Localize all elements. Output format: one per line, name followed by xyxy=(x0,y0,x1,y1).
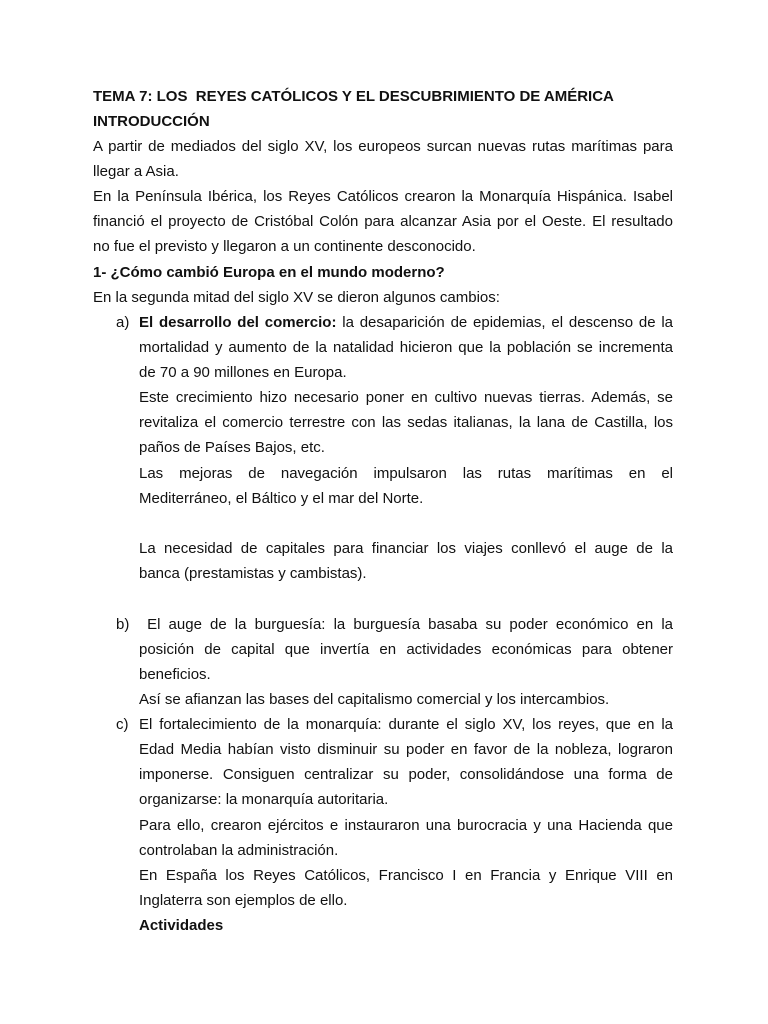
item-a-first-line-rest: la desaparición de epidemias, el descenso de la xyxy=(336,314,674,331)
item-b-line: beneficios. xyxy=(139,666,211,683)
intro-line: En la Península Ibérica, los Reyes Católicos crearon la Monarquía Hispánica. Isabel xyxy=(93,188,673,205)
item-b-line: posición de capital que invertía en actividades económicas para obtener xyxy=(139,641,673,658)
intro-line: A partir de mediados del siglo XV, los europeos surcan nuevas rutas marítimas para xyxy=(93,138,673,155)
document-title: TEMA 7: LOS REYES CATÓLICOS Y EL DESCUBRIMIENTO DE AMÉRICA xyxy=(93,88,614,105)
item-a-marker: a) xyxy=(116,314,130,331)
item-c-marker: c) xyxy=(116,716,129,733)
item-a-line: banca (prestamistas y cambistas). xyxy=(139,565,367,582)
item-b-line: Así se afianzan las bases del capitalismo comercial y los intercambios. xyxy=(139,691,610,708)
activities-heading: Actividades xyxy=(139,917,224,934)
item-c-line: En España los Reyes Católicos, Francisco I en Francia y Enrique VIII en xyxy=(139,867,673,884)
item-a-line: Las mejoras de navegación impulsaron las rutas marítimas en el xyxy=(139,465,673,482)
intro-line: no fue el previsto y llegaron a un continente desconocido. xyxy=(93,238,476,255)
item-a-line: paños de Países Bajos, etc. xyxy=(139,439,325,456)
item-c-line: organizarse: la monarquía autoritaria. xyxy=(139,791,389,808)
item-c-line: controlaban la administración. xyxy=(139,842,339,859)
intro-line: llegar a Asia. xyxy=(93,163,179,180)
section1-lead: En la segunda mitad del siglo XV se dieron algunos cambios: xyxy=(93,289,500,306)
item-a-line: revitaliza el comercio terrestre con las sedas italianas, la lana de Castilla, los xyxy=(139,414,673,431)
item-c-line: El fortalecimiento de la monarquía: durante el siglo XV, los reyes, que en la xyxy=(139,716,673,733)
item-a-line: Mediterráneo, el Báltico y el mar del Norte. xyxy=(139,490,424,507)
item-c-line: Para ello, crearon ejércitos e instauraron una burocracia y una Hacienda que xyxy=(139,817,673,834)
item-c-line: Inglaterra son ejemplos de ello. xyxy=(139,892,348,909)
item-c-line: imponerse. Consiguen centralizar su poder, consolidándose una forma de xyxy=(139,766,673,783)
intro-line: financió el proyecto de Cristóbal Colón para alcanzar Asia por el Oeste. El resultado xyxy=(93,213,673,230)
item-c-line: Edad Media habían visto disminuir su poder en favor de la nobleza, lograron xyxy=(139,741,673,758)
item-a-line: Este crecimiento hizo necesario poner en cultivo nuevas tierras. Además, se xyxy=(139,389,673,406)
item-b-line: El auge de la burguesía: la burguesía basaba su poder económico en la xyxy=(139,616,673,633)
item-b-marker: b) xyxy=(116,616,130,633)
section1-heading: 1- ¿Cómo cambió Europa en el mundo moderno? xyxy=(93,264,445,281)
item-a-line: mortalidad y aumento de la natalidad hicieron que la población se incrementa xyxy=(139,339,673,356)
item-a-first-line xyxy=(139,310,673,335)
item-a-line: de 70 a 90 millones en Europa. xyxy=(139,364,347,381)
item-a-line: La necesidad de capitales para financiar los viajes conllevó el auge de la xyxy=(139,540,673,557)
intro-heading: INTRODUCCIÓN xyxy=(93,113,210,130)
item-a-title: El desarrollo del comercio: xyxy=(139,314,337,331)
